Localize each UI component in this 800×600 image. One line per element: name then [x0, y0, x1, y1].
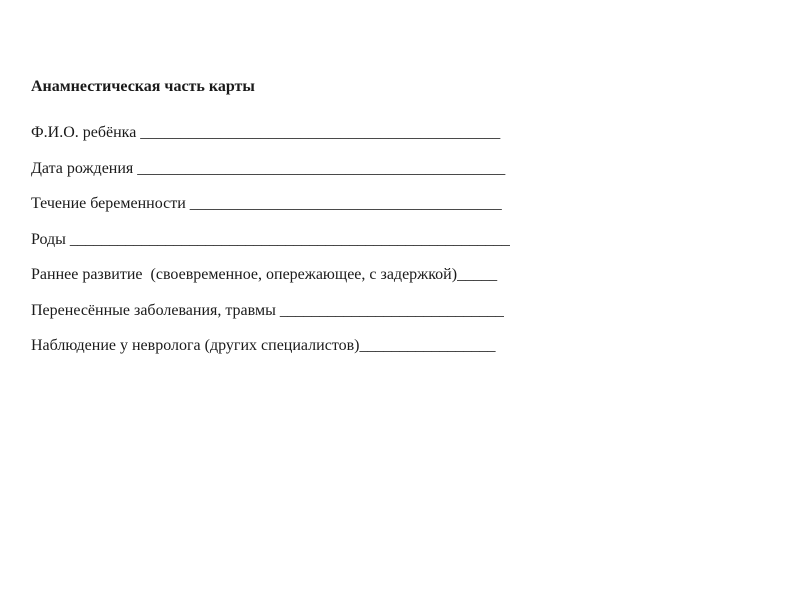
field-neurologist-observation: Наблюдение у невролога (других специалистов)_________________ [31, 337, 496, 354]
form-fields [31, 122, 631, 357]
field-early-development: Раннее развитие (своевременное, опережающее, с задержкой)_____ [31, 266, 498, 283]
field-past-illnesses: Перенесённые заболевания, травмы ____________________________ [31, 301, 504, 319]
field-pregnancy-course: Течение беременности _______________________________________ [31, 195, 502, 212]
field-delivery: Роды _______________________________________________________ [31, 230, 510, 248]
form-document [31, 76, 631, 371]
field-birth-date: Дата рождения ______________________________________________ [31, 159, 506, 177]
field-child-name: Ф.И.О. ребёнка _____________________________________________ [31, 124, 501, 141]
form-title: Анамнестическая часть карты [31, 78, 255, 95]
